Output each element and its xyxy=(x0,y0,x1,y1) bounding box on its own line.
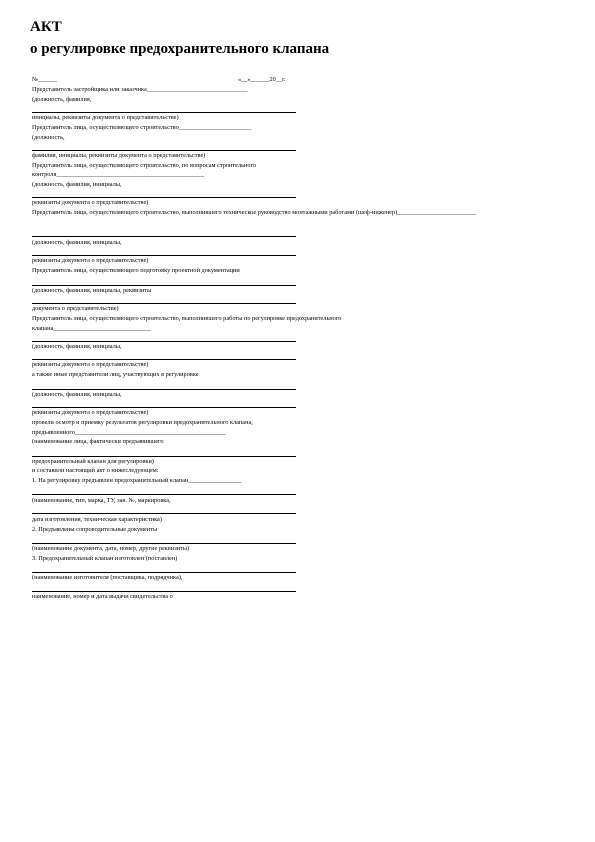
act-number: №______ xyxy=(32,76,57,83)
caption-line: реквизиты документа о представительстве) xyxy=(32,199,149,206)
caption-line: (наименование, тип, марка, ТУ, зав. №, маркировка, xyxy=(32,497,171,504)
text-line: провели осмотр и приемку результатов регулировки предохранительного клапана, xyxy=(32,419,253,426)
fill-rule xyxy=(32,513,296,514)
text-line: и составили настоящий акт о нижеследующем: xyxy=(32,467,159,474)
fill-rule xyxy=(32,407,296,408)
text-line: клапана_______________________________ xyxy=(32,325,151,332)
text-line: Представитель лица, осуществляющего строительство, по вопросам строительного xyxy=(32,162,257,169)
caption-line: (наименование лица, фактически предъявившего xyxy=(32,438,164,445)
text-line: предъявленного________________________________________________ xyxy=(32,429,227,436)
act-date: «__»______20__г. xyxy=(238,76,286,83)
document-title: АКТ xyxy=(30,19,62,35)
text-line: Представитель лица, осуществляющего строительство, выполнившего техническое руководство монтажными работами (шеф-инженер)_________________________ xyxy=(32,209,476,216)
fill-rule xyxy=(32,285,296,286)
text-line: Представитель лица, осуществляющего строительство, выполнившего работы по регулировке предохранительного xyxy=(32,315,342,322)
fill-rule xyxy=(32,150,296,151)
fill-rule xyxy=(32,389,296,390)
caption-line: (должность, xyxy=(32,134,65,141)
fill-rule xyxy=(32,359,296,360)
text-line: Представитель лица, осуществляющего подготовку проектной документации xyxy=(32,267,240,274)
caption-line: (должность, фамилия, инициалы, xyxy=(32,181,122,188)
fill-rule xyxy=(32,255,296,256)
caption-line: реквизиты документа о представительстве) xyxy=(32,361,149,368)
text-line: контроля_______________________________________________ xyxy=(32,171,205,178)
text-line: 2. Предъявлены сопроводительные документы xyxy=(32,526,158,533)
caption-line: (наименование документа, дата, номер, другие реквизиты) xyxy=(32,545,190,552)
caption-line: (должность, фамилия, инициалы, xyxy=(32,239,122,246)
caption-line: (должность, фамилия, xyxy=(32,96,92,103)
caption-line: реквизиты документа о представительстве) xyxy=(32,409,149,416)
caption-line: наименование, номер и дата выдачи свидетельства о xyxy=(32,593,173,600)
caption-line: (должность, фамилия, инициалы, xyxy=(32,391,122,398)
caption-line: реквизиты документа о представительстве) xyxy=(32,257,149,264)
text-line: 1. На регулировку предъявлен предохранительный клапан_________________ xyxy=(32,477,242,484)
fill-rule xyxy=(32,112,296,113)
caption-line: (должность, фамилия, инициалы, реквизиты xyxy=(32,287,152,294)
fill-rule xyxy=(32,591,296,592)
caption-line: (наименование изготовителя (поставщика, подрядчика), xyxy=(32,574,183,581)
fill-rule xyxy=(32,572,296,573)
text-line: 3. Предохранительный клапан изготовлен (поставлен) xyxy=(32,555,178,562)
text-line: Представитель лица, осуществляющего строительство_______________________ xyxy=(32,124,252,131)
caption-line: инициалы, реквизиты документа о представительстве) xyxy=(32,114,179,121)
caption-line: предохранительный клапан для регулировки) xyxy=(32,458,154,465)
fill-rule xyxy=(32,236,296,237)
fill-rule xyxy=(32,494,296,495)
fill-rule xyxy=(32,341,296,342)
text-line: Представитель застройщика или заказчика________________________________ xyxy=(32,86,248,93)
caption-line: фамилия, инициалы, реквизиты документа о представительстве) xyxy=(32,152,206,159)
document-subtitle: о регулировке предохранительного клапана xyxy=(30,41,330,57)
fill-rule xyxy=(32,456,296,457)
caption-line: документа о представительстве) xyxy=(32,305,119,312)
fill-rule xyxy=(32,543,296,544)
fill-rule xyxy=(32,197,296,198)
caption-line: (должность, фамилия, инициалы, xyxy=(32,343,122,350)
caption-line: дата изготовления, техническая характеристика) xyxy=(32,516,162,523)
fill-rule xyxy=(32,303,296,304)
text-line: а также иные представители лиц, участвующих в регулировке xyxy=(32,371,199,378)
